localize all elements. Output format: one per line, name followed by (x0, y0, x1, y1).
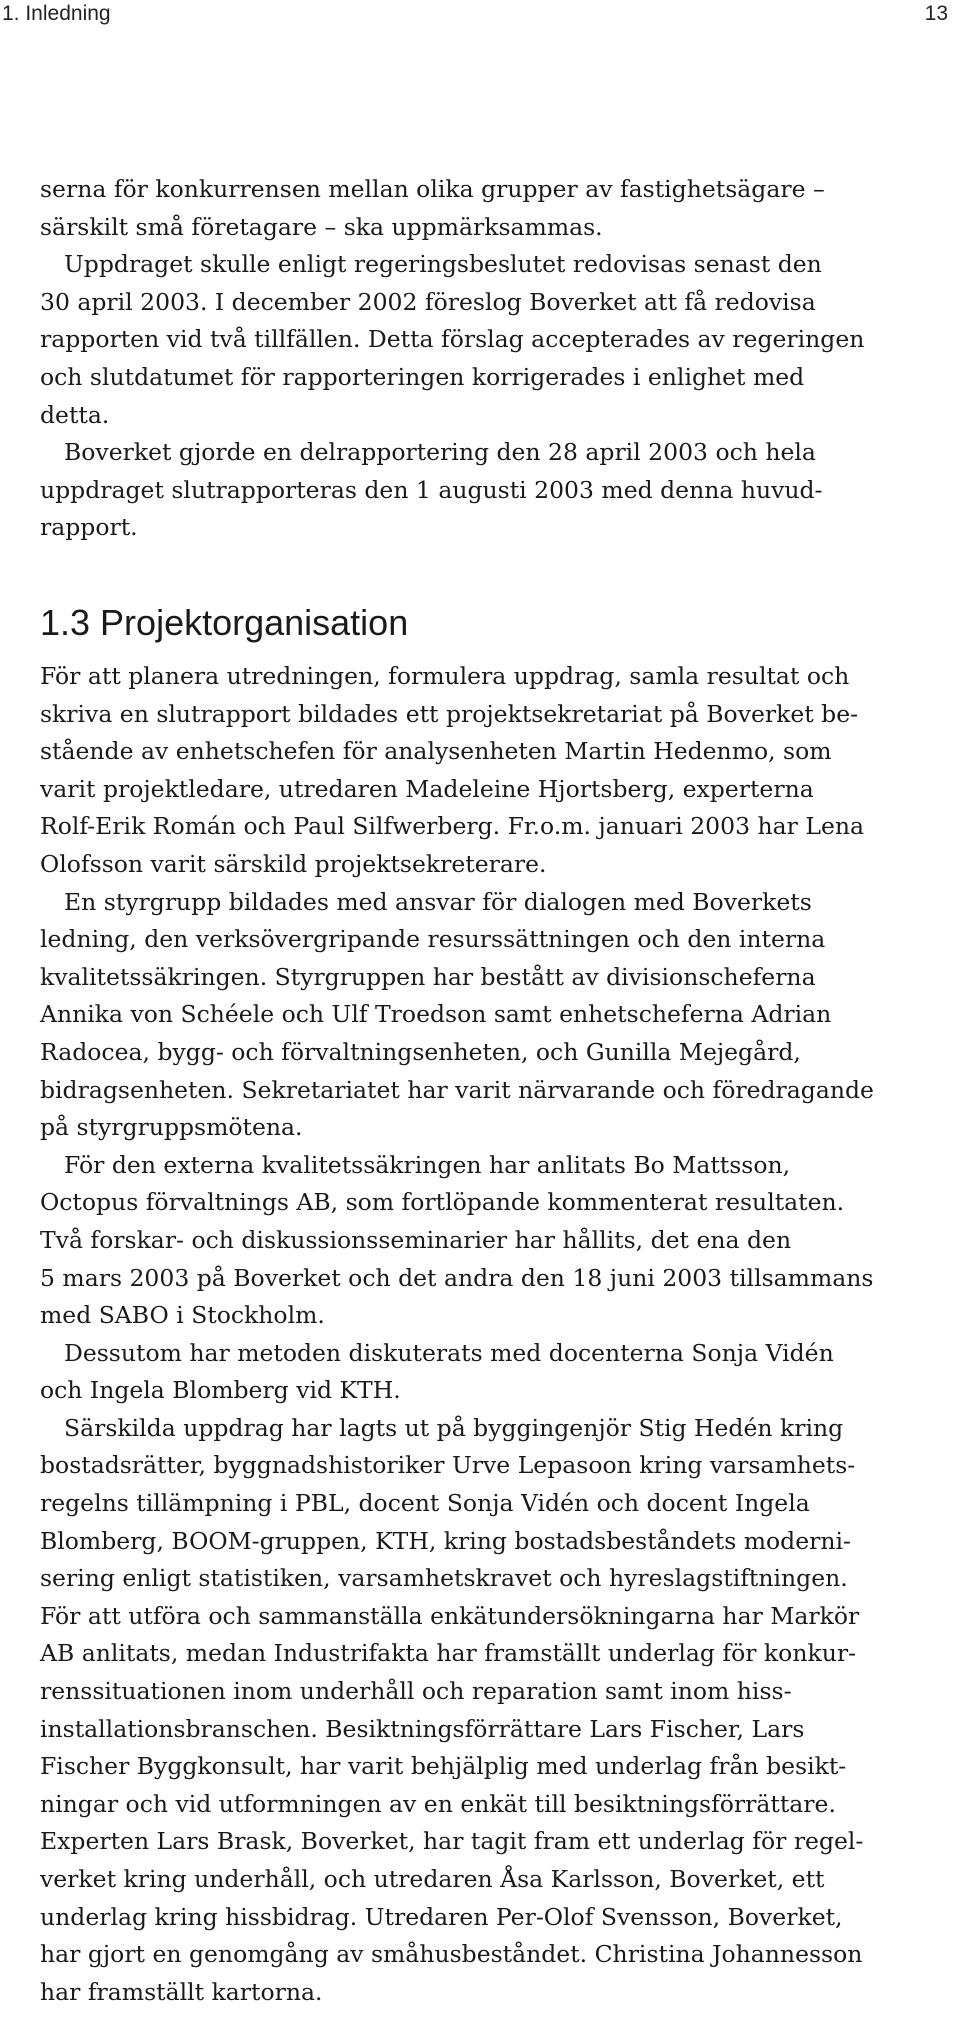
text-line: och Ingela Blomberg vid KTH. (40, 1376, 401, 1405)
text-line: Två forskar- och diskussionsseminarier har hållits, det ena den (40, 1225, 792, 1254)
text-line: Annika von Schéele och Ulf Troedson samt enhetscheferna Adrian (40, 1000, 832, 1029)
text-line: har gjort en genomgång av småhusbeståndet. Christina Johannesson (40, 1940, 863, 1969)
text-line: har framställt kartorna. (40, 1977, 323, 2006)
text-line: Octopus förvaltnings AB, som fortlöpande kommenterat resultaten. (40, 1188, 845, 1217)
text-line: Radocea, bygg- och förvaltningsenheten, och Gunilla Mejegård, (40, 1037, 801, 1066)
text-line: på styrgruppsmötena. (40, 1113, 303, 1142)
section-body (40, 658, 940, 2011)
text-line: regelns tillämpning i PBL, docent Sonja Vidén och docent Ingela (40, 1489, 810, 1518)
text-line: Olofsson varit särskild projektsekreterare. (40, 849, 547, 878)
text-line: Fischer Byggkonsult, har varit behjälplig med underlag från besikt- (40, 1752, 847, 1781)
text-line: Blomberg, BOOM-gruppen, KTH, kring bostadsbeståndets moderni- (40, 1526, 851, 1555)
text-line: underlag kring hissbidrag. Utredaren Per-Olof Svensson, Boverket, (40, 1902, 843, 1931)
text-line: ningar och vid utformningen av en enkät till besiktningsförrättare. (40, 1789, 836, 1818)
text-line: rapporten vid två tillfällen. Detta förslag accepterades av regeringen (40, 325, 865, 354)
text-line: För att utföra och sammanställa enkätundersökningarna har Markör (40, 1601, 860, 1630)
text-line: serna för konkurrensen mellan olika grupper av fastighetsägare – (40, 175, 825, 203)
page-header (2, 2, 948, 32)
text-line: installationsbranschen. Besiktningsförrättare Lars Fischer, Lars (40, 1714, 805, 1743)
intro-paragraphs (40, 171, 940, 547)
text-line: ledning, den verksövergripande resurssättningen och den interna (40, 925, 826, 954)
text-line: sering enligt statistiken, varsamhetskravet och hyreslagstiftningen. (40, 1564, 848, 1593)
text-line: rapport. (40, 513, 138, 542)
chapter-title: 1. Inledning (2, 2, 111, 25)
text-line: Experten Lars Brask, Boverket, har tagit fram ett underlag för regel- (40, 1827, 864, 1856)
text-line: Uppdraget skulle enligt regeringsbeslutet redovisas senast den (64, 250, 822, 279)
text-line: AB anlitats, medan Industrifakta har framställt underlag för konkur- (40, 1639, 857, 1668)
text-line: detta. (40, 400, 110, 429)
text-line: verket kring underhåll, och utredaren Åsa Karlsson, Boverket, ett (40, 1865, 825, 1893)
text-line: Boverket gjorde en delrapportering den 28 april 2003 och hela (64, 438, 816, 467)
text-line: bidragsenheten. Sekretariatet har varit närvarande och föredragande (40, 1075, 874, 1104)
text-line: 30 april 2003. I december 2002 föreslog Boverket att få redovisa (40, 287, 816, 316)
text-line: bostadsrätter, byggnadshistoriker Urve Lepasoon kring varsamhets- (40, 1451, 856, 1480)
text-line: stående av enhetschefen för analysenheten Martin Hedenmo, som (40, 737, 832, 766)
text-line: varit projektledare, utredaren Madeleine Hjortsberg, experterna (40, 774, 814, 803)
text-line: renssituationen inom underhåll och reparation samt inom hiss- (40, 1677, 792, 1706)
text-line: En styrgrupp bildades med ansvar för dialogen med Boverkets (64, 887, 812, 916)
text-line: skriva en slutrapport bildades ett projektsekretariat på Boverket be- (40, 699, 859, 728)
section-heading: 1.3 Projektorganisation (40, 602, 409, 643)
page-number: 13 (924, 2, 948, 25)
text-line: Rolf-Erik Román och Paul Silfwerberg. Fr.o.m. januari 2003 har Lena (40, 812, 865, 841)
text-line: uppdraget slutrapporteras den 1 augusti 2003 med denna huvud- (40, 475, 823, 504)
text-line: För den externa kvalitetssäkringen har anlitats Bo Mattsson, (64, 1150, 791, 1179)
text-line: För att planera utredningen, formulera uppdrag, samla resultat och (40, 662, 850, 690)
text-line: 5 mars 2003 på Boverket och det andra den 18 juni 2003 tillsammans (40, 1263, 874, 1292)
text-line: med SABO i Stockholm. (40, 1301, 325, 1330)
text-line: och slutdatumet för rapporteringen korrigerades i enlighet med (40, 362, 805, 391)
text-line: kvalitetssäkringen. Styrgruppen har bestått av divisionscheferna (40, 962, 816, 991)
text-line: Dessutom har metoden diskuterats med docenterna Sonja Vidén (64, 1338, 834, 1367)
text-line: Särskilda uppdrag har lagts ut på byggingenjör Stig Hedén kring (64, 1413, 844, 1442)
text-line: särskilt små företagare – ska uppmärksammas. (40, 212, 603, 241)
